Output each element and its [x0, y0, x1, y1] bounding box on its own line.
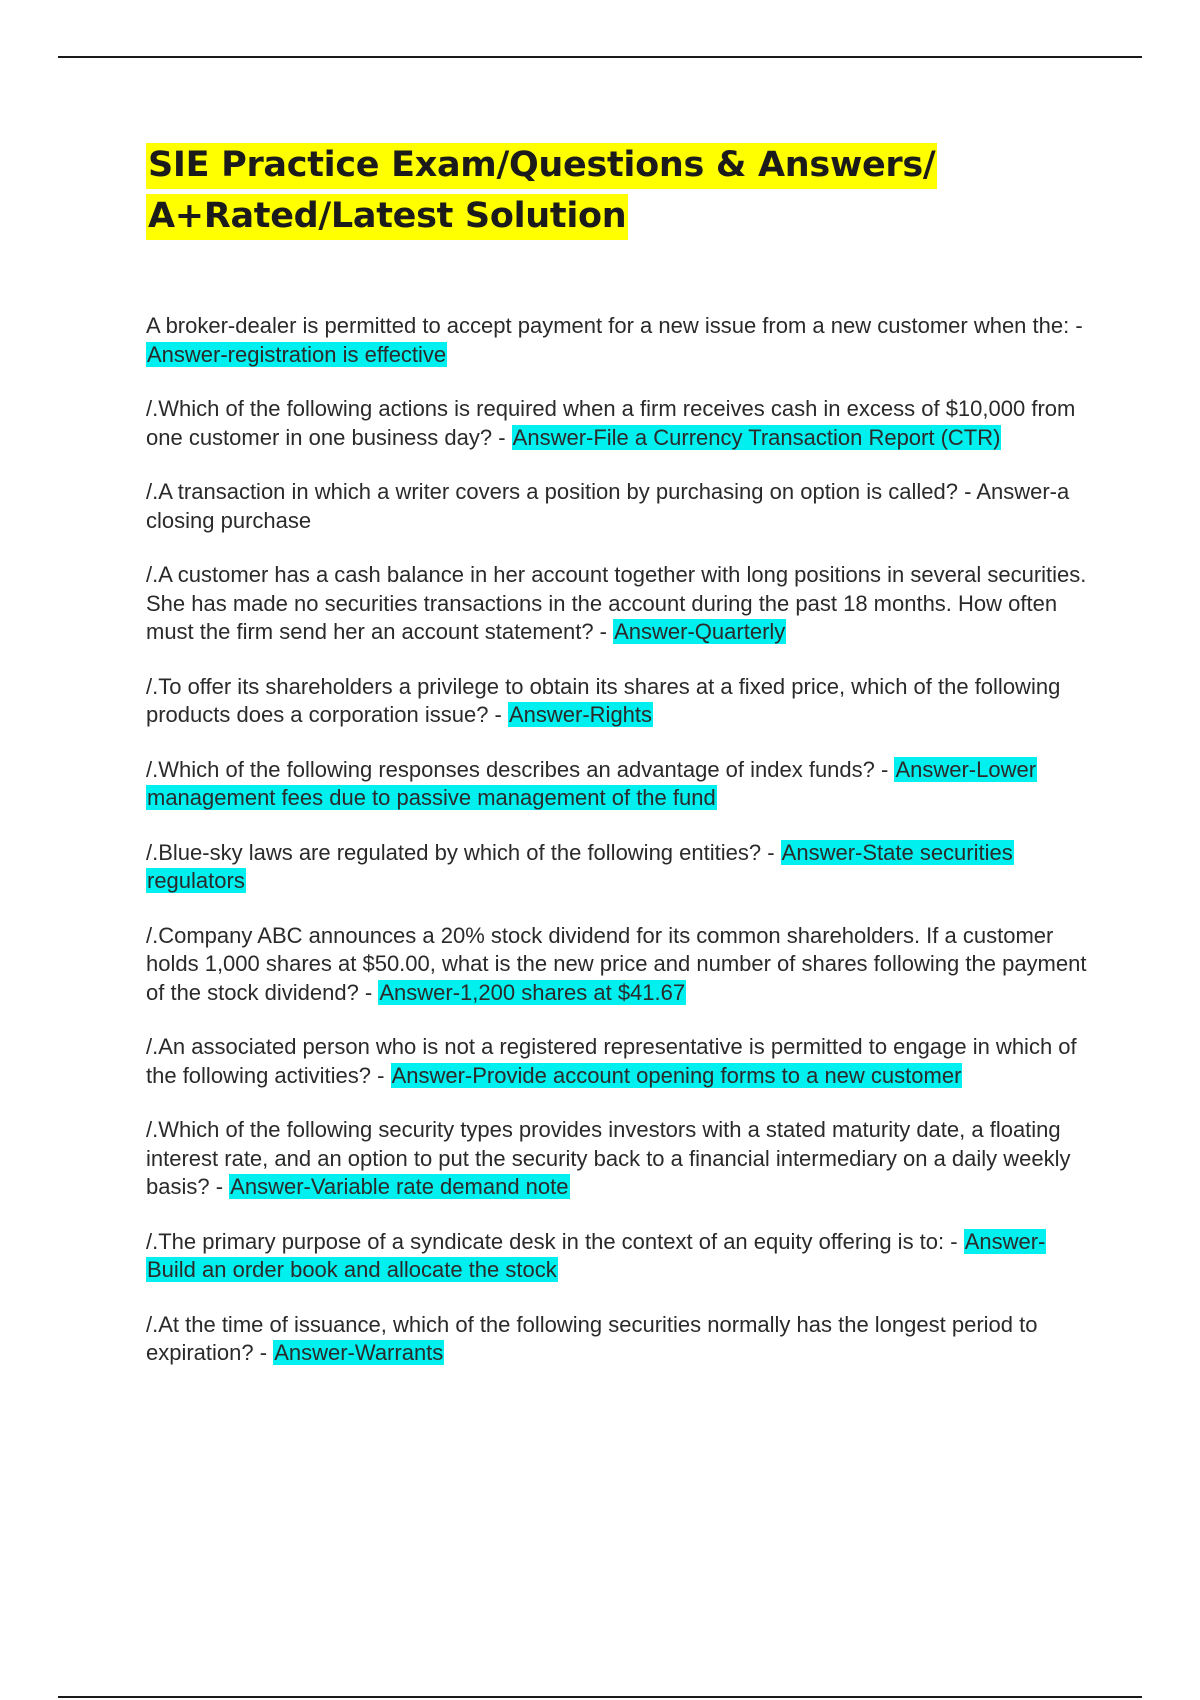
qa-item: [146, 839, 1091, 896]
question-text: /.At the time of issuance, which of the following securities normally has the longest period to expiration? -: [146, 1311, 1038, 1365]
answer-text: Answer-Warrants: [274, 1340, 444, 1365]
qa-item: [146, 1116, 1091, 1202]
question-text: /.A customer has a cash balance in her account together with long positions in several securities. She has made no securities transactions in the account during the past 18 months. How often must the firm send her an account statement? -: [146, 562, 1087, 644]
question-text: /.Which of the following responses describes an advantage of index funds? -: [146, 756, 895, 782]
header-rule: [58, 56, 1142, 58]
question-text: /.The primary purpose of a syndicate desk in the context of an equity offering is to: -: [146, 1228, 964, 1254]
footer-rule: [58, 1696, 1142, 1698]
qa-item: [146, 478, 1091, 535]
qa-list: [146, 312, 1091, 1368]
qa-item: [146, 756, 1091, 813]
qa-item: [146, 561, 1091, 647]
document-title: [146, 140, 1091, 242]
document-body: [146, 140, 1091, 1368]
qa-item: [146, 1228, 1091, 1285]
question-text: /.Company ABC announces a 20% stock dividend for its common shareholders. If a customer holds 1,000 shares at $50.00, what is the new price and number of shares following the payment of the stock dividend? -: [146, 922, 1087, 1005]
answer-text: Answer-File a Currency Transaction Report (CTR): [512, 424, 1001, 450]
question-text: /.Blue-sky laws are regulated by which of the following entities? -: [146, 839, 781, 865]
title-line-1: SIE Practice Exam/Questions & Answers/: [146, 143, 937, 189]
answer-text: Answer-Provide account opening forms to a new customer: [391, 1062, 962, 1088]
question-text: /.A transaction in which a writer covers a position by purchasing on option is called? -: [146, 479, 977, 504]
question-text: /.Which of the following security types provides investors with a stated maturity date, a floating interest rate, and an option to put the security back to a financial intermediary on a daily weekly basis? -: [146, 1117, 1071, 1199]
qa-item: [146, 922, 1091, 1008]
question-text: /.Which of the following actions is required when a firm receives cash in excess of $10,000 from one customer in one business day? -: [146, 396, 1076, 450]
answer-text: Answer-registration is effective: [147, 341, 447, 367]
answer-text: Answer-State securities regulators: [147, 839, 1013, 893]
question-text: A broker-dealer is permitted to accept payment for a new issue from a new customer when the: -: [146, 313, 1083, 338]
answer-text: Answer-Lower management fees due to passive management of the fund: [147, 756, 1037, 810]
title-line-2: A+Rated/Latest Solution: [146, 194, 628, 240]
answer-text: Answer-Variable rate demand note: [230, 1174, 569, 1199]
qa-item: [146, 395, 1091, 452]
answer-text: Answer-Quarterly: [614, 619, 786, 644]
qa-item: [146, 1033, 1091, 1090]
answer-text: Answer-Build an order book and allocate the stock: [147, 1228, 1046, 1282]
qa-item: [146, 673, 1091, 730]
answer-text: Answer-Rights: [508, 702, 653, 727]
qa-item: [146, 1311, 1091, 1368]
question-text: /.An associated person who is not a registered representative is permitted to engage in which of the following activities? -: [146, 1034, 1077, 1088]
qa-item: [146, 312, 1091, 369]
question-text: /.To offer its shareholders a privilege to obtain its shares at a fixed price, which of the following products does a corporation issue? -: [146, 673, 1061, 727]
answer-text: Answer-1,200 shares at $41.67: [379, 979, 686, 1005]
answer-text: Answer-a closing purchase: [146, 479, 1070, 533]
